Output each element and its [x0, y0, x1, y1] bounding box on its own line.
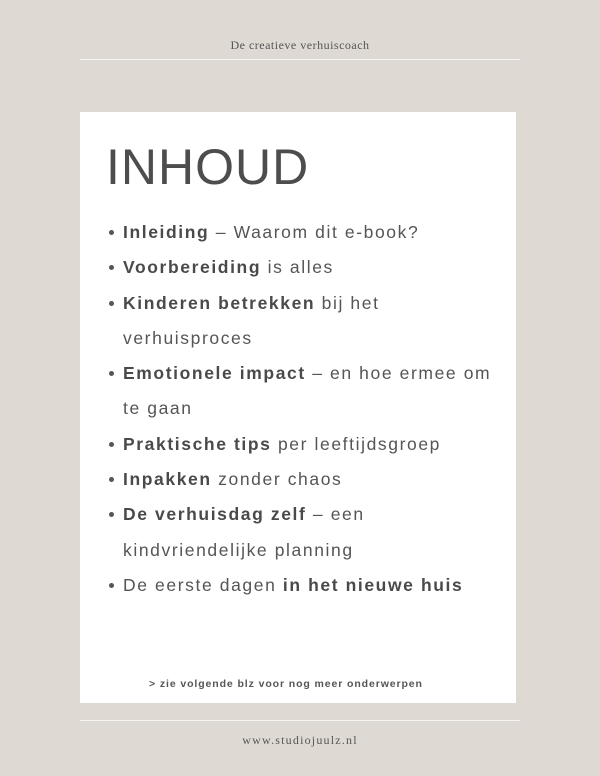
toc-item-praktische-tips: Praktische tips per leeftijdsgroep [123, 427, 513, 462]
bottom-divider [80, 720, 520, 721]
toc-item-inpakken: Inpakken zonder chaos [123, 462, 513, 497]
next-page-note: > zie volgende blz voor nog meer onderwerpen [149, 678, 423, 690]
toc-item-kinderen-betrekken: Kinderen betrekken bij het verhuisproces [123, 286, 513, 357]
toc-item-voorbereiding: Voorbereiding is alles [123, 250, 513, 285]
top-divider [80, 59, 520, 60]
toc-item-inleiding: Inleiding – Waarom dit e-book? [123, 215, 513, 250]
website-url: www.studiojuulz.nl [242, 733, 358, 747]
toc-item-emotionele-impact: Emotionele impact – en hoe ermee om te gaan [123, 356, 513, 427]
table-of-contents [123, 215, 513, 603]
toc-item-eerste-dagen: De eerste dagen in het nieuwe huis [123, 568, 513, 603]
content-card [80, 112, 516, 703]
brand-name: De creatieve verhuiscoach [230, 38, 370, 52]
page-title: INHOUD [106, 139, 310, 195]
toc-item-verhuisdag: De verhuisdag zelf – een kindvriendelijke planning [123, 497, 513, 568]
